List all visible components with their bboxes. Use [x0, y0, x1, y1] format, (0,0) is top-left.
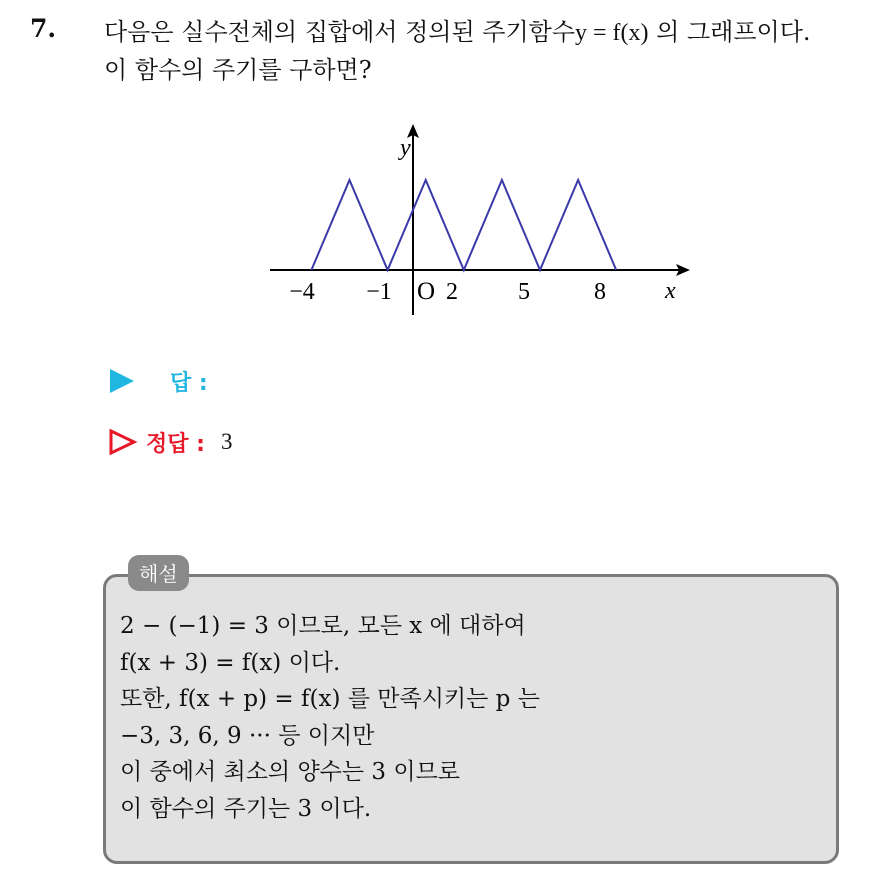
graph-line	[311, 180, 616, 270]
solution-line: 이 함수의 주기는 3 이다.	[120, 795, 372, 822]
solution-line: 또한, f(x + p) = f(x) 를 만족시키는 p 는	[120, 686, 540, 712]
question-text	[104, 14, 874, 89]
origin-label: O	[417, 278, 436, 305]
answer-row	[108, 364, 208, 398]
outline-triangle-icon	[108, 429, 138, 455]
function-graph	[260, 115, 700, 325]
solution-tag: 해설	[128, 555, 189, 591]
solution-line: 이 중에서 최소의 양수는 3 이므로	[120, 759, 461, 785]
answer-label: 답 :	[170, 370, 208, 396]
solution-line: 2 − (−1) = 3 이므로, 모든 x 에 대하여	[120, 613, 526, 639]
correct-answer-row	[108, 425, 232, 459]
solution-line: −3, 3, 6, 9 ··· 등 이지만	[120, 722, 375, 749]
correct-answer-value: 3	[220, 429, 233, 454]
tick-label: 5	[518, 279, 530, 305]
tick-label: 2	[446, 279, 458, 305]
question-line-1-end: 의 그래프이다.	[648, 18, 811, 46]
solution-text	[120, 608, 540, 827]
y-axis-label: y	[400, 135, 411, 161]
question-number: 7.	[30, 14, 57, 43]
question-line-2: 이 함수의 주기를 구하면?	[104, 56, 372, 84]
function-expression: y = f(x)	[575, 20, 649, 46]
tick-label: −1	[366, 279, 392, 305]
tick-label: −4	[289, 279, 315, 305]
correct-answer-label: 정답 :	[146, 431, 205, 457]
x-axis-label: x	[665, 278, 676, 304]
tick-label: 8	[594, 279, 606, 305]
question-line-1-text: 다음은 실수전체의 집합에서 정의된 주기함수	[104, 18, 576, 46]
play-triangle-icon	[108, 368, 136, 394]
question-line-1	[104, 14, 874, 52]
solution-line: f(x + 3) = f(x) 이다.	[120, 649, 341, 676]
